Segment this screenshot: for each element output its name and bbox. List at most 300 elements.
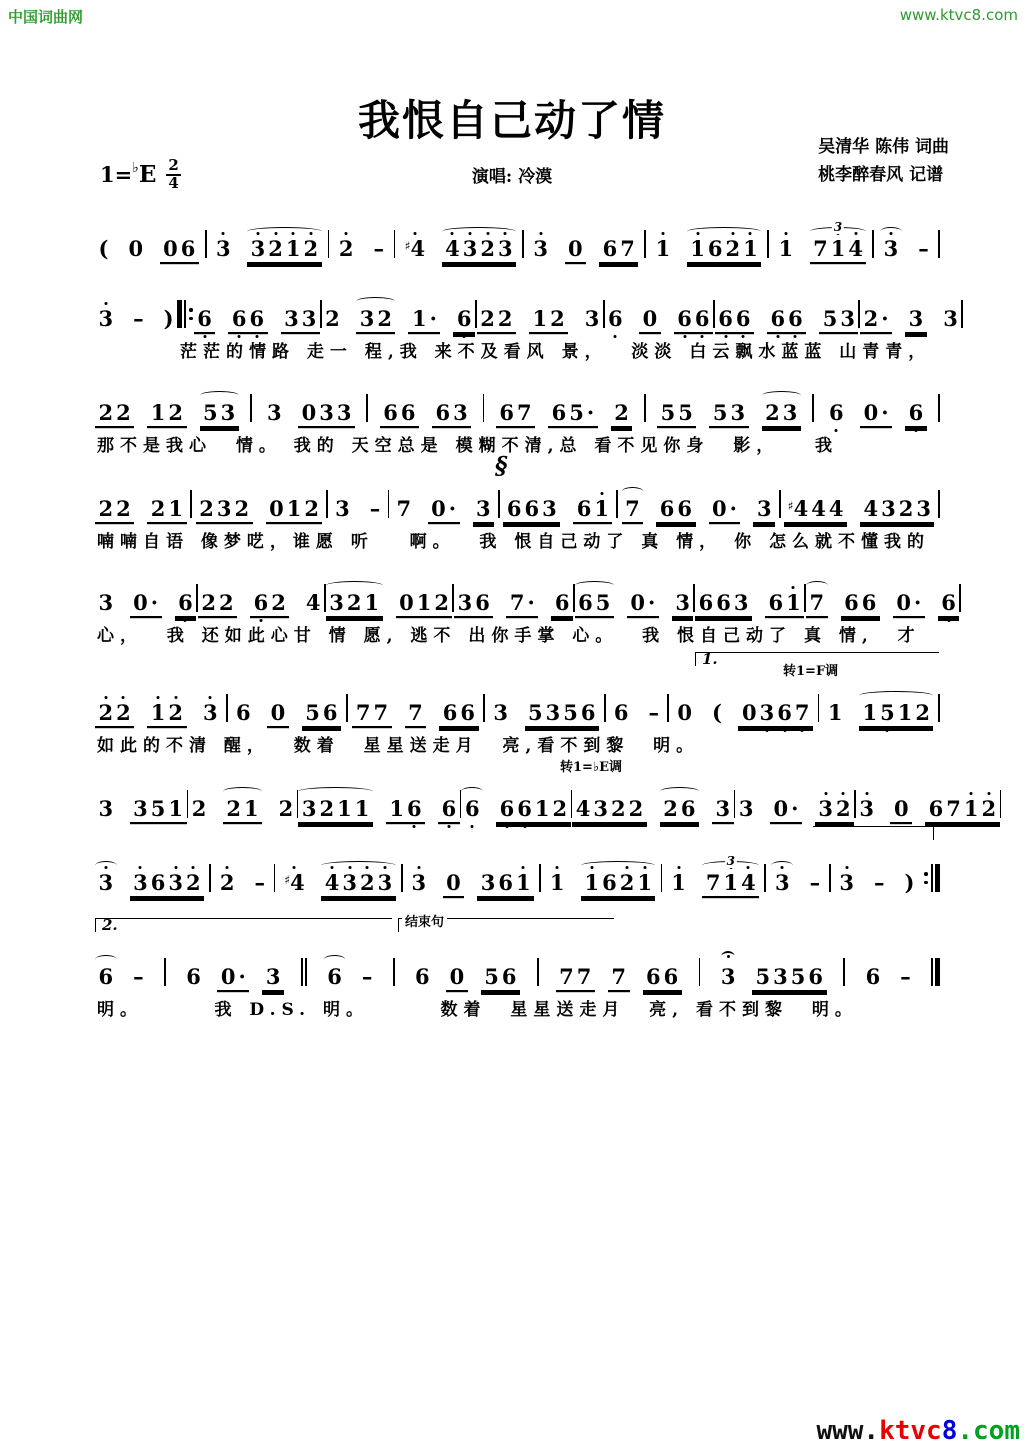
- note: 4: [811, 496, 826, 521]
- note-group: [481, 966, 520, 990]
- octave-dot-below-icon: [742, 335, 745, 338]
- barline-stroke: [305, 958, 307, 986]
- note-group: [275, 798, 297, 822]
- note: 2: [168, 400, 183, 425]
- measure: [784, 498, 934, 522]
- note: 2: [614, 400, 629, 425]
- note: 3: [335, 496, 350, 521]
- score-line: [95, 288, 958, 362]
- note-group: [810, 220, 867, 262]
- note: 6: [383, 400, 398, 425]
- note: 6: [177, 592, 195, 613]
- note: 2: [346, 590, 362, 615]
- note: 1: [654, 238, 672, 259]
- lyrics-line: 喃喃自语 像梦呓，谁愿 听 啊。 我 恨自己动了 真 情， 你 怎么就不懂我的: [97, 532, 931, 552]
- note: 4: [828, 496, 844, 521]
- note: ·: [586, 400, 595, 425]
- note: 2: [358, 872, 376, 893]
- barline: [812, 394, 814, 422]
- note-group: [841, 592, 880, 616]
- note-group: [819, 308, 858, 332]
- barline: [164, 958, 166, 986]
- note: 6: [498, 798, 516, 819]
- note: 6: [734, 308, 752, 329]
- note: 3: [584, 306, 600, 331]
- slur-arc-icon: [200, 391, 239, 400]
- note-group: [717, 966, 739, 990]
- note: 3: [284, 306, 299, 331]
- note-group: [228, 308, 267, 332]
- note: 6: [186, 964, 201, 989]
- note: 2: [219, 590, 234, 615]
- note-group: [870, 872, 888, 896]
- note-group: [565, 238, 587, 262]
- note: 6: [252, 592, 270, 613]
- note-group: [806, 872, 824, 896]
- note-group: [405, 702, 427, 726]
- note: 1: [364, 590, 380, 615]
- measure: [198, 592, 324, 616]
- note-group: [656, 498, 695, 522]
- note: 6: [808, 964, 823, 989]
- note: –: [918, 236, 929, 261]
- notes-row: [95, 682, 940, 726]
- note: 3: [336, 400, 352, 425]
- note-group: [188, 798, 210, 822]
- score-line: [95, 760, 997, 822]
- logo-www: www.: [816, 1416, 880, 1446]
- note-group: [386, 798, 425, 822]
- note: 6: [768, 590, 784, 615]
- note: 1: [548, 872, 566, 893]
- barline: [328, 230, 330, 258]
- note: 1: [416, 590, 432, 615]
- barline: [393, 958, 395, 986]
- note: 3: [476, 496, 491, 521]
- note: 7: [620, 236, 635, 261]
- note: –: [133, 964, 144, 989]
- note: ·: [527, 590, 535, 615]
- measure: [352, 702, 478, 726]
- note-group: [298, 402, 355, 426]
- ending-label: 结束句: [402, 911, 447, 930]
- measure: [194, 308, 320, 332]
- note: 1: [785, 592, 803, 613]
- note-group: [298, 798, 373, 822]
- slur-arc-icon: [575, 581, 614, 590]
- note: 4: [575, 796, 591, 821]
- note: 7: [625, 496, 640, 521]
- note: 1: [722, 872, 740, 893]
- note-group: [490, 702, 512, 726]
- note-group: [130, 966, 148, 990]
- note: 6: [907, 402, 925, 423]
- note: 6: [506, 496, 522, 521]
- note: 1: [532, 306, 548, 331]
- note: ♯4: [283, 872, 306, 893]
- note-group: [645, 702, 663, 726]
- note-group: [247, 238, 322, 262]
- barline-stroke: [164, 958, 166, 986]
- measure: [95, 238, 199, 262]
- note: 5: [678, 400, 693, 425]
- octave-dot-above-icon: [539, 232, 542, 235]
- note-group: [938, 592, 960, 616]
- note: 3: [98, 796, 114, 821]
- barline: [522, 230, 524, 258]
- note-group: [302, 592, 324, 616]
- note-group: [575, 592, 614, 616]
- note: 6: [322, 700, 338, 725]
- note: 3: [858, 798, 876, 819]
- slur-arc-icon: [324, 955, 346, 964]
- note-group: [611, 402, 633, 426]
- note: 6: [98, 964, 114, 989]
- note: 1: [243, 796, 259, 821]
- barline-stroke: [699, 958, 701, 986]
- note: 1: [514, 872, 532, 893]
- barline-stroke: [537, 958, 539, 986]
- measure: [326, 592, 453, 616]
- note: 2: [479, 238, 497, 259]
- note-group: [439, 702, 478, 726]
- key-change-mark: 转1=F调: [783, 664, 839, 679]
- barline: [938, 490, 940, 518]
- octave-dot-below-icon: [413, 825, 416, 828]
- key-change-mark: 转1=♭E调: [560, 760, 622, 775]
- note: 3: [301, 306, 317, 331]
- note: 4: [305, 590, 321, 615]
- octave-dot-above-icon: [174, 866, 177, 869]
- notes-row: [95, 288, 958, 332]
- note: 3: [756, 496, 772, 521]
- octave-dot-below-icon: [835, 429, 838, 432]
- note: 0: [269, 496, 284, 521]
- note: 1: [534, 796, 550, 821]
- measure: [324, 966, 376, 990]
- note: 2: [550, 306, 565, 331]
- note-group: [130, 798, 187, 822]
- note: 2: [611, 796, 626, 821]
- note: 0: [163, 236, 178, 261]
- note: 6: [327, 964, 342, 989]
- note: 6: [928, 796, 944, 821]
- note: 2: [434, 590, 449, 615]
- measure: [196, 498, 323, 522]
- note: 5: [563, 700, 578, 725]
- note-group: [281, 308, 320, 332]
- note: 2: [663, 796, 678, 821]
- note: 6: [248, 308, 266, 329]
- barline: [923, 864, 940, 892]
- octave-dot-above-icon: [845, 866, 848, 869]
- lyrics-line: 心， 我 还如此心甘 情 愿, 逃不 出你手掌 心。 我 恨自己动了 真 情, 才: [97, 626, 921, 646]
- barline-stroke: [829, 864, 831, 892]
- note-group: [880, 238, 902, 262]
- note-group: [223, 798, 262, 822]
- note: –: [900, 964, 911, 989]
- note: 1: [286, 496, 302, 521]
- octave-dot-below-icon: [505, 825, 508, 828]
- barline-stroke: [177, 300, 182, 328]
- note-group: [322, 308, 344, 332]
- note: 6: [677, 496, 692, 521]
- octave-dot-above-icon: [522, 866, 525, 869]
- note-group: [806, 592, 828, 616]
- note-group: [443, 872, 465, 896]
- note: (: [98, 236, 109, 261]
- note: ): [163, 306, 174, 331]
- score-line: [95, 451, 940, 552]
- note-group: [461, 798, 483, 822]
- barline-stroke: [661, 864, 663, 892]
- note: ·: [881, 306, 889, 331]
- note-group: [324, 966, 346, 990]
- note: ·: [729, 496, 737, 521]
- note-group: [95, 238, 112, 262]
- note-group: [752, 966, 827, 990]
- note: ·: [913, 590, 922, 615]
- measure: [575, 592, 694, 616]
- measure: [332, 498, 384, 522]
- note: 5: [660, 400, 676, 425]
- note: 3: [359, 306, 375, 331]
- barline-stroke: [346, 694, 348, 722]
- note: 4: [863, 496, 879, 521]
- barline-stroke: [931, 864, 933, 892]
- note: 5: [305, 700, 320, 725]
- lyrics-line: 明。 我 D.S. 明。 数着 星星送走月 亮, 看不到黎 明。: [97, 1000, 858, 1020]
- note-group: [610, 702, 632, 726]
- note: 1: [593, 498, 611, 519]
- measure: [674, 702, 813, 726]
- barline: [537, 958, 539, 986]
- score-line: [95, 650, 940, 756]
- site-logo[interactable]: [816, 1416, 1020, 1446]
- note-group: [213, 238, 235, 262]
- octave-dot-above-icon: [209, 696, 212, 699]
- barline: [779, 490, 781, 518]
- note-group: [890, 798, 912, 822]
- note: 7: [946, 796, 961, 821]
- note-group: [915, 238, 933, 262]
- octave-dot-below-icon: [724, 335, 727, 338]
- barline-stroke: [812, 394, 814, 422]
- note-group: [95, 308, 117, 332]
- barline: [226, 694, 228, 722]
- note-group: [573, 498, 612, 522]
- barline-stroke: [872, 230, 874, 258]
- note: 6: [707, 236, 723, 261]
- note-group: [627, 592, 659, 616]
- slur-arc-icon: [298, 787, 373, 796]
- note: 6: [150, 870, 166, 895]
- note-group: [775, 238, 797, 262]
- note: 6: [501, 964, 517, 989]
- note: –: [361, 964, 373, 989]
- note-group: [198, 592, 237, 616]
- note-group: [438, 798, 460, 822]
- note: 1: [389, 796, 404, 821]
- note-group: [715, 308, 754, 332]
- note: 6: [940, 592, 958, 613]
- note-group: [762, 402, 801, 426]
- score-line: [95, 572, 956, 646]
- measure: [412, 966, 521, 990]
- barline-stroke: [366, 394, 368, 422]
- note-group: [905, 308, 927, 332]
- note: 6: [844, 590, 859, 615]
- note: 7: [576, 964, 592, 989]
- barline-stroke: [644, 230, 646, 258]
- note: 5: [822, 306, 838, 331]
- slur-arc-icon: [247, 227, 322, 236]
- barline-stroke: [539, 864, 541, 892]
- barline: [326, 490, 328, 518]
- slur-arc-icon: [461, 787, 483, 796]
- site-name-link[interactable]: 中国词曲网: [8, 8, 84, 26]
- barline-stroke: [938, 230, 940, 258]
- note: 3: [216, 496, 232, 521]
- octave-dot-above-icon: [987, 792, 990, 795]
- note: 6: [499, 400, 515, 425]
- note-group: [95, 702, 134, 726]
- note: ·: [150, 590, 159, 615]
- note: 1: [411, 306, 427, 331]
- note: 6: [524, 496, 540, 521]
- slur-arc-icon: [859, 691, 934, 700]
- note: 2: [201, 590, 216, 615]
- octave-dot-below-icon: [614, 335, 617, 338]
- measure: [188, 798, 297, 822]
- note: 3: [376, 872, 394, 893]
- note-group: [130, 308, 148, 332]
- barline-stroke: [498, 490, 500, 518]
- measure: [717, 966, 826, 990]
- octave-dot-above-icon: [226, 866, 229, 869]
- note-group: [263, 402, 285, 426]
- measure: [824, 702, 933, 726]
- site-url-link[interactable]: www.ktvc8.com: [899, 6, 1018, 24]
- barline-stroke: [401, 864, 403, 892]
- dot: [189, 308, 193, 312]
- credits: [818, 133, 949, 189]
- note: 6: [551, 400, 567, 425]
- measure: [322, 308, 475, 332]
- note: 6: [865, 964, 881, 989]
- note: 2: [724, 238, 742, 259]
- note-group: [771, 872, 793, 896]
- note: 2: [898, 496, 914, 521]
- barline: [366, 394, 368, 422]
- key-prefix: 1=: [100, 162, 133, 188]
- note: 3: [838, 872, 856, 893]
- note: ·: [648, 590, 656, 615]
- note: 6: [463, 798, 481, 819]
- note-group: [605, 308, 627, 332]
- note-group: [735, 798, 757, 822]
- note: 3: [341, 872, 359, 893]
- note: 6: [717, 308, 735, 329]
- barline-stroke: [938, 490, 940, 518]
- barline: [498, 490, 500, 518]
- note-group: [503, 498, 560, 522]
- octave-dot-above-icon: [600, 492, 603, 495]
- note-group: [401, 238, 428, 262]
- note: 6: [415, 964, 430, 989]
- note: 3: [675, 590, 690, 615]
- note-group: [551, 592, 573, 616]
- note: 3: [97, 872, 115, 893]
- note-group: [765, 592, 804, 616]
- barline: [667, 694, 669, 722]
- barline: [388, 490, 390, 518]
- barline-stroke: [522, 230, 524, 258]
- note-group: [709, 702, 726, 726]
- note: ♯4: [787, 496, 809, 521]
- barline: [250, 394, 252, 422]
- note: –: [369, 496, 381, 521]
- slur-arc-icon: [762, 391, 801, 400]
- octave-dot-below-icon: [914, 429, 917, 432]
- note: 6: [475, 590, 490, 615]
- barline: [209, 864, 211, 892]
- note: ·: [238, 964, 246, 989]
- note: 2: [98, 400, 114, 425]
- note: 2: [267, 238, 285, 259]
- measure: [546, 872, 655, 896]
- note: 3: [249, 238, 267, 259]
- barline-stroke: [388, 490, 390, 518]
- note: 2: [167, 702, 185, 723]
- octave-dot-above-icon: [345, 232, 348, 235]
- octave-dot-below-icon: [947, 619, 950, 622]
- barline-stroke: [843, 958, 845, 986]
- note: 7: [559, 964, 574, 989]
- note-group: [412, 966, 434, 990]
- note: 3: [943, 306, 958, 331]
- note: ·: [448, 496, 456, 521]
- note: 6: [498, 870, 513, 895]
- note: 3: [493, 700, 508, 725]
- note-group: [95, 498, 134, 522]
- note-group: [196, 498, 253, 522]
- barline: [938, 394, 940, 422]
- note: 1: [897, 700, 913, 725]
- note-group: [454, 592, 493, 616]
- note: 6: [698, 590, 714, 615]
- note-group: [529, 308, 568, 332]
- barline-stroke: [935, 864, 940, 892]
- barline-stroke: [938, 694, 940, 722]
- slur-arc-icon: [321, 861, 396, 870]
- note-group: [860, 308, 892, 332]
- note-group: [496, 798, 571, 822]
- note-group: [175, 592, 197, 616]
- note: 5: [203, 400, 218, 425]
- barline-stroke: [767, 230, 769, 258]
- octave-dot-below-icon: [765, 729, 768, 732]
- octave-dot-below-icon: [238, 335, 241, 338]
- octave-dot-above-icon: [970, 792, 973, 795]
- note: 2: [185, 872, 203, 893]
- logo-eight: 8: [941, 1416, 958, 1446]
- note: 0: [630, 590, 645, 615]
- note: 1: [689, 238, 707, 259]
- barline: [843, 958, 845, 986]
- note: ♯4: [403, 238, 426, 259]
- measure: [880, 238, 932, 262]
